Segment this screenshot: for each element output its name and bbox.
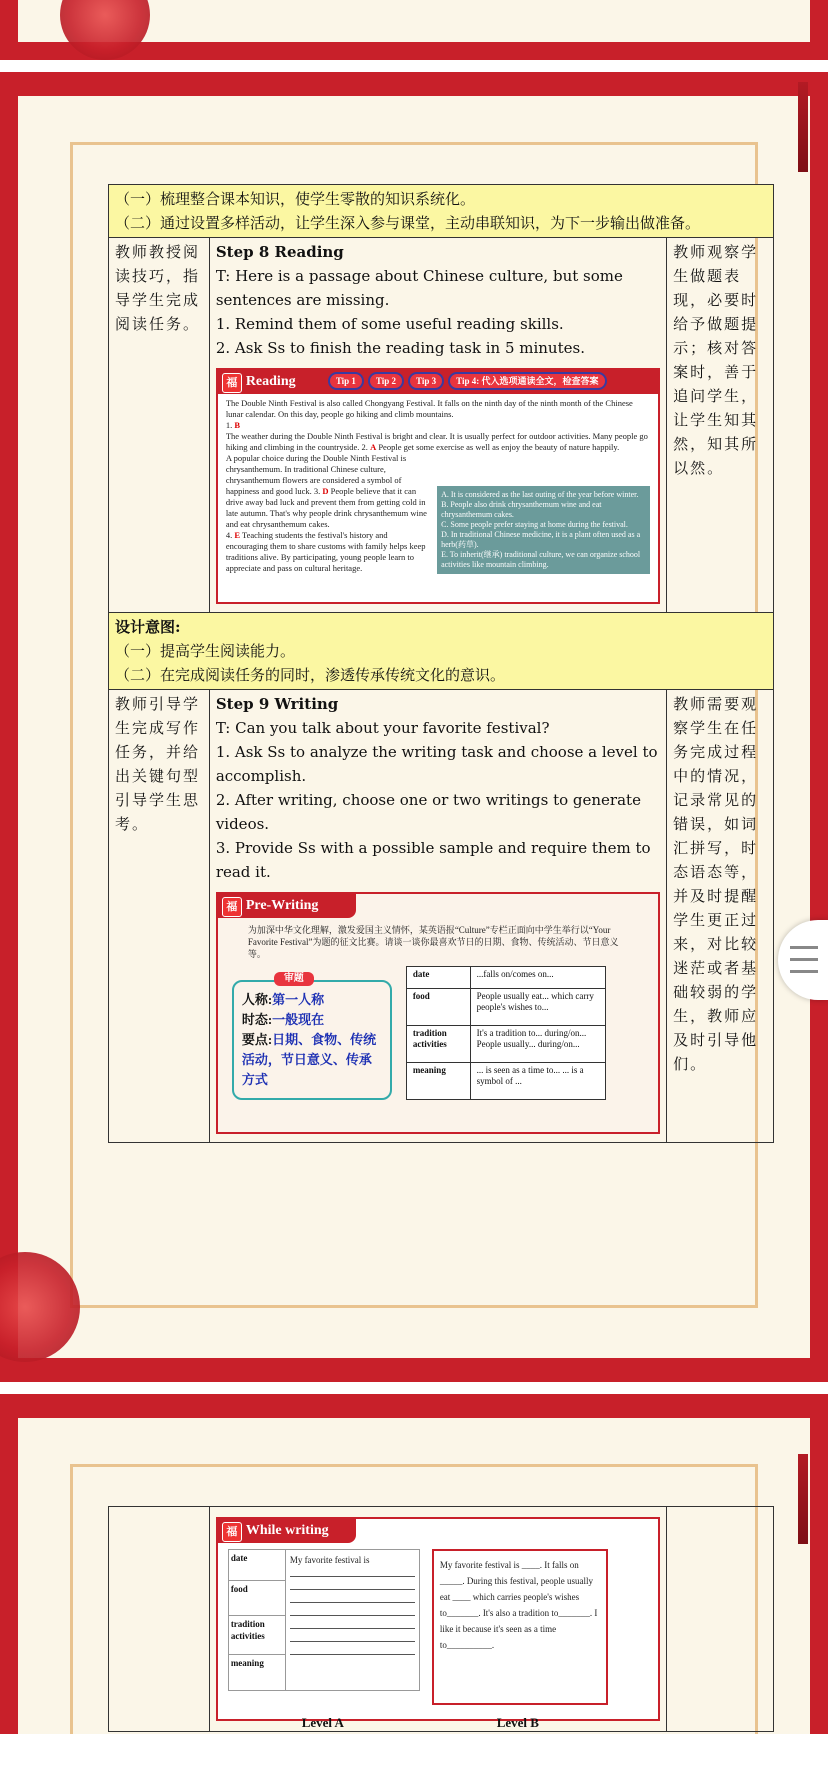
level-a-start: My favorite festival is — [289, 1555, 370, 1565]
objective-1: （一）梳理整合课本知识，使学生零散的知识系统化。 — [115, 190, 476, 208]
tassel-decoration — [798, 1454, 808, 1544]
step9-line1: T: Can you talk about your favorite festival? — [215, 719, 550, 737]
answer-a: A — [370, 442, 377, 452]
option-e: E. To inherit(继承) traditional culture, we can organize school activities like mountain climbing. — [441, 550, 641, 569]
tip-2: Tip 2 — [368, 372, 404, 390]
person-value: 第一人称 — [272, 992, 325, 1007]
flower-decoration — [60, 0, 150, 60]
step9-content-cell — [209, 690, 666, 1143]
step8-line1: T: Here is a passage about Chinese culture, but some sentences are missing. — [215, 267, 623, 309]
answer-e: E — [234, 530, 240, 540]
tip-3: Tip 3 — [408, 372, 444, 390]
sentence-pattern-table: date ...falls on/comes on... food People usually eat... which carry people's wishes to... tradition activities It's a tradition to... during/on... People usually... during/on... meaning ... is seen as a time to... ... is a symbol of ... — [406, 966, 606, 1100]
design-intent-2: （二）在完成阅读任务的同时，渗透传承传统文化的意识。 — [115, 666, 506, 684]
prewriting-prompt: 为加深中华文化理解，激发爱国主义情怀，某英语报“Culture”专栏正面向中学生举行以“Your Favorite Festival”为题的征文比赛。请谈一谈你最喜欢节日的日期、食物、传统活动、节日意义等。 — [247, 925, 619, 959]
level-b-text: My favorite festival is ____. It falls on _____. During this festival, people usually eat ____ which carries people's wishes to_______. It's also a tradition to_______. I like it because it's seen as a time to__________. — [439, 1560, 598, 1650]
level-a-box: date food tradition activities meaning My favorite festival is — [228, 1549, 420, 1691]
passage-para-3: A popular choice during the Double Ninth Festival is chrysanthemum. In traditional Chinese culture, chrysanthemum flowers are considered a symbol of happiness and good luck. 3. — [225, 453, 407, 496]
page-1-fragment — [0, 0, 828, 60]
page-2 — [0, 72, 828, 1382]
level-b-label: Level B — [496, 1715, 539, 1730]
option-c: C. Some people prefer staying at home during the festival. — [441, 520, 628, 529]
fu-icon: 福 — [222, 897, 242, 917]
design-intent-cell — [109, 613, 774, 690]
writing-teacher-cell — [109, 1507, 210, 1732]
reading-slide — [216, 368, 660, 604]
step9-line3: 2. After writing, choose one or two writings to generate videos. — [215, 791, 641, 833]
level-a-label: Level A — [301, 1715, 344, 1730]
option-b: B. People also drink chrysanthemum wine and eat chrysanthemum cakes. — [441, 500, 602, 519]
options-box — [437, 486, 650, 574]
tip-1: Tip 1 — [328, 372, 364, 390]
passage-para-2: The weather during the Double Ninth Festival is bright and clear. It is usually perfect for outdoor activities. Many people go hiking and climbing in the countryside. 2. — [225, 431, 648, 452]
writing-student-cell — [667, 1507, 774, 1732]
reading-heading: Reading — [245, 374, 296, 389]
writing-content-cell — [209, 1507, 666, 1732]
step9-title: Step 9 Writing — [215, 695, 339, 713]
whilewriting-heading: While writing — [245, 1523, 329, 1538]
step8-line3: 2. Ask Ss to finish the reading task in 5 minutes. — [215, 339, 585, 357]
whilewriting-slide — [216, 1517, 660, 1730]
task-analysis-tag: 审题 — [274, 972, 314, 986]
answer-d: D — [322, 486, 329, 496]
design-intent-1: （一）提高学生阅读能力。 — [115, 642, 296, 660]
step8-line2: 1. Remind them of some useful reading skills. — [215, 315, 564, 333]
tense-value: 一般现在 — [272, 1012, 325, 1027]
reading-passage: The Double Ninth Festival is also called Chongyang Festival. It falls on the ninth day of the ninth month of the Chinese lunar calendar. On this day, people go hiking and climb mountains. 1. B The weather during the Double Ninth Festival is bright and clear. It is usually perfect for outdoor activities. Many people go hiking and climbing in the countryside. 2. A People get some exercise as well as enjoy the beauty of nature happily. A popular choice during the Double Ninth Festival is chrysanthemum. In traditional Chinese culture, chrysanthemum flowers are considered a symbol of happiness and good luck. 3. D People believe that it can drive away bad luck and prevent them from getting cold in late autumn. That's why people drink chrysanthemum wine and eat chrysanthemum cakes. 4. E Teaching students the festival's history and encouraging them to share customs with family helps keep traditions alive. By participating, young people learn to appreciate and pass on cultural heritage. A. It is considered as the last outing of the year before winter. B. People also drink chrysanthemum wine and eat chrysanthemum cakes. C. Some people prefer staying at home during the festival. D. In traditional Chinese medicine, it is a plant often used as a herb(药草). E. To inherit(继承) traditional culture, we can organize school activities like mountain climbing. — [218, 394, 658, 582]
step9-student-cell: 教师需要观察学生在任务完成过程中的情况，记录常见的错误，如词汇拼写，时态语态等，并及时提醒学生更正过来，对比较迷茫或者基础较弱的学生，教师应及时引导他们。 — [667, 690, 774, 1143]
step9-line2: 1. Ask Ss to analyze the writing task and choose a level to accomplish. — [215, 743, 658, 785]
objectives-cell — [109, 185, 774, 238]
fu-icon: 福 — [222, 1522, 242, 1542]
step8-title: Step 8 Reading — [215, 243, 344, 261]
passage-para-4: Teaching students the festival's history and encouraging them to share customs with family helps keep traditions alive. By participating, young people learn to appreciate and pass on cultural heritage. — [225, 530, 426, 573]
answer-b: B — [234, 420, 240, 430]
step8-student-cell: 教师观察学生做题表现，必要时给予做题提示；核对答案时，善于追问学生，让学生知其然，知其所以然。 — [667, 238, 774, 613]
prewriting-heading: Pre-Writing — [245, 898, 319, 913]
menu-icon — [790, 946, 818, 949]
task-analysis-box: 审题 人称:第一人称 时态:一般现在 要点:日期、食物、传统活动，节日意义、传承方式 — [232, 980, 392, 1100]
level-b-box — [432, 1549, 608, 1705]
tip-4: Tip 4: 代入选项通读全文，检查答案 — [448, 372, 606, 390]
points-value: 日期、食物、传统活动，节日意义、传承方式 — [241, 1032, 377, 1087]
page-3 — [0, 1394, 828, 1734]
fu-icon: 福 — [222, 373, 242, 393]
tassel-decoration — [798, 82, 808, 172]
option-d: D. In traditional Chinese medicine, it is a plant often used as a herb(药草). — [441, 530, 641, 549]
step9-teacher-cell: 教师引导学生完成写作任务，并给出关键句型引导学生思考。 — [109, 690, 210, 1143]
option-a: A. It is considered as the last outing of the year before winter. — [441, 490, 639, 499]
prewriting-slide — [216, 892, 660, 1134]
step8-teacher-cell: 教师教授阅读技巧，指导学生完成阅读任务。 — [109, 238, 210, 613]
design-intent-title: 设计意图: — [115, 618, 181, 636]
step9-line4: 3. Provide Ss with a possible sample and require them to read it. — [215, 839, 651, 881]
objective-2: （二）通过设置多样活动，让学生深入参与课堂，主动串联知识，为下一步输出做准备。 — [115, 214, 701, 232]
step8-content-cell — [209, 238, 666, 613]
passage-para-1: The Double Ninth Festival is also called Chongyang Festival. It falls on the ninth day of the ninth month of the Chinese lunar calendar. On this day, people go hiking and climb mountains. — [225, 398, 633, 419]
